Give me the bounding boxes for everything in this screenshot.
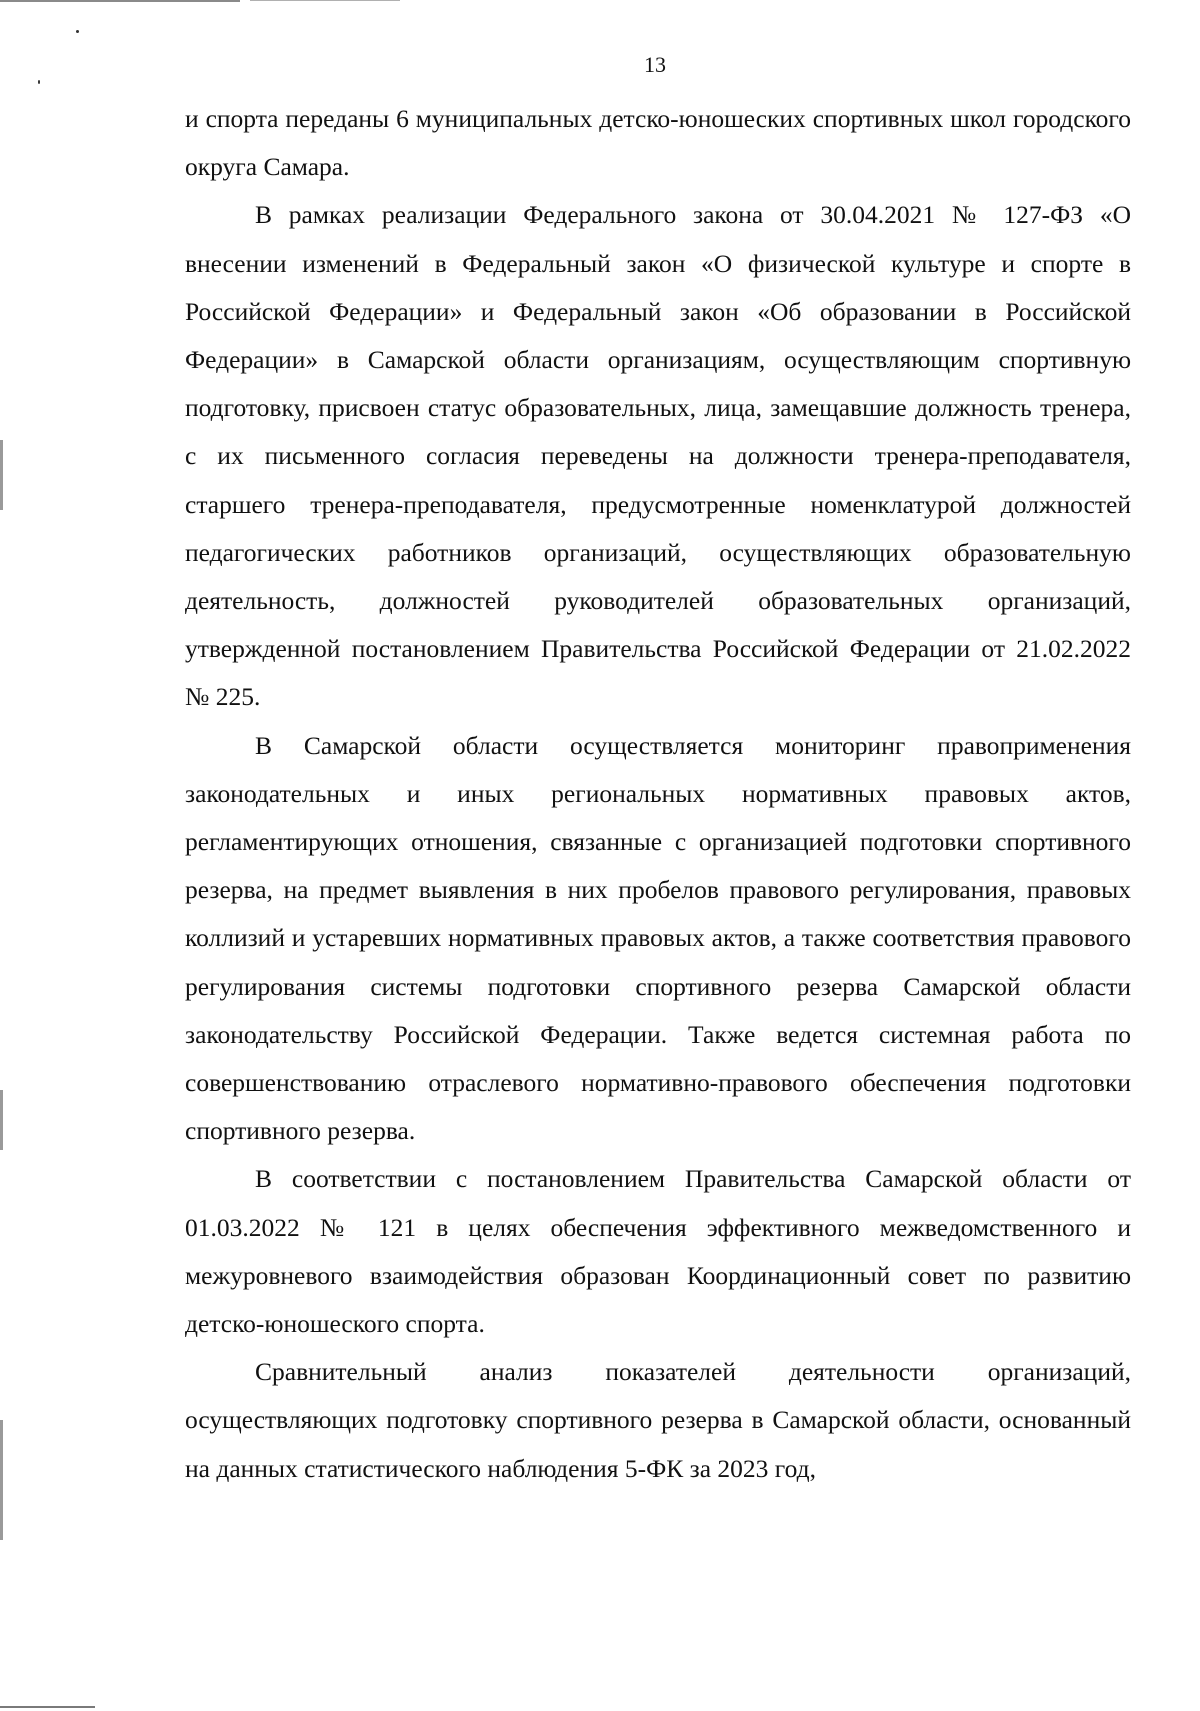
scan-edge-mark [0, 440, 3, 510]
paragraph: В Самарской области осуществляется мониторинг правоприменения законодательных и иных региональных нормативных правовых актов, регламентирующих отношения, связанные с организацией подготовки спортивного резерва, на предмет выявления в них пробелов правового регулирования, правовых коллизий и устаревших нормативных правовых актов, а также соответствия правового регулирования системы подготовки спортивного резерва Самарской области законодательству Российской Федерации. Также ведется системная работа по совершенствованию отраслевого нормативно-правового обеспечения подготовки спортивного резерва. [185, 730, 1131, 1146]
scan-edge-line [0, 0, 240, 2]
paragraph: Сравнительный анализ показателей деятельности организаций, осуществляющих подготовку спортивного резерва в Самарской области, основанный на данных статистического наблюдения 5-ФК за 2023 год, [185, 1357, 1131, 1483]
scan-speck [38, 80, 40, 84]
paragraph: В рамках реализации Федерального закона от 30.04.2021 № 127-ФЗ «О внесении изменений в Федеральный закон «О физической культуре и спорте в Российской Федерации» и Федеральный закон «Об образовании в Российской Федерации» в Самарской области организациям, осуществляющим спортивную подготовку, присвоен статус образовательных, лица, замещавшие должность тренера, с их письменного согласия переведены на должности тренера-преподавателя, старшего тренера-преподавателя, предусмотренные номенклатурой должностей педагогических работников организаций, осуществляющих образовательную деятельность, должностей руководителей образовательных организаций, утвержденной постановлением Правительства Российской Федерации от 21.02.2022 № 225. [185, 200, 1131, 712]
body-text [185, 95, 1131, 1493]
scan-edge-mark [0, 1090, 3, 1150]
paragraph: и спорта переданы 6 муниципальных детско-юношеских спортивных школ городского округа Самара. [185, 104, 1131, 182]
page-number: 13 [644, 52, 666, 77]
scan-edge-line [250, 0, 400, 1]
paragraph: В соответствии с постановлением Правительства Самарской области от 01.03.2022 № 121 в целях обеспечения эффективного межведомственного и межуровневого взаимодействия образован Координационный совет по развитию детско-юношеского спорта. [185, 1164, 1131, 1339]
scan-speck [76, 30, 79, 33]
scan-edge-mark [0, 1420, 3, 1540]
scan-edge-line [0, 1706, 95, 1708]
